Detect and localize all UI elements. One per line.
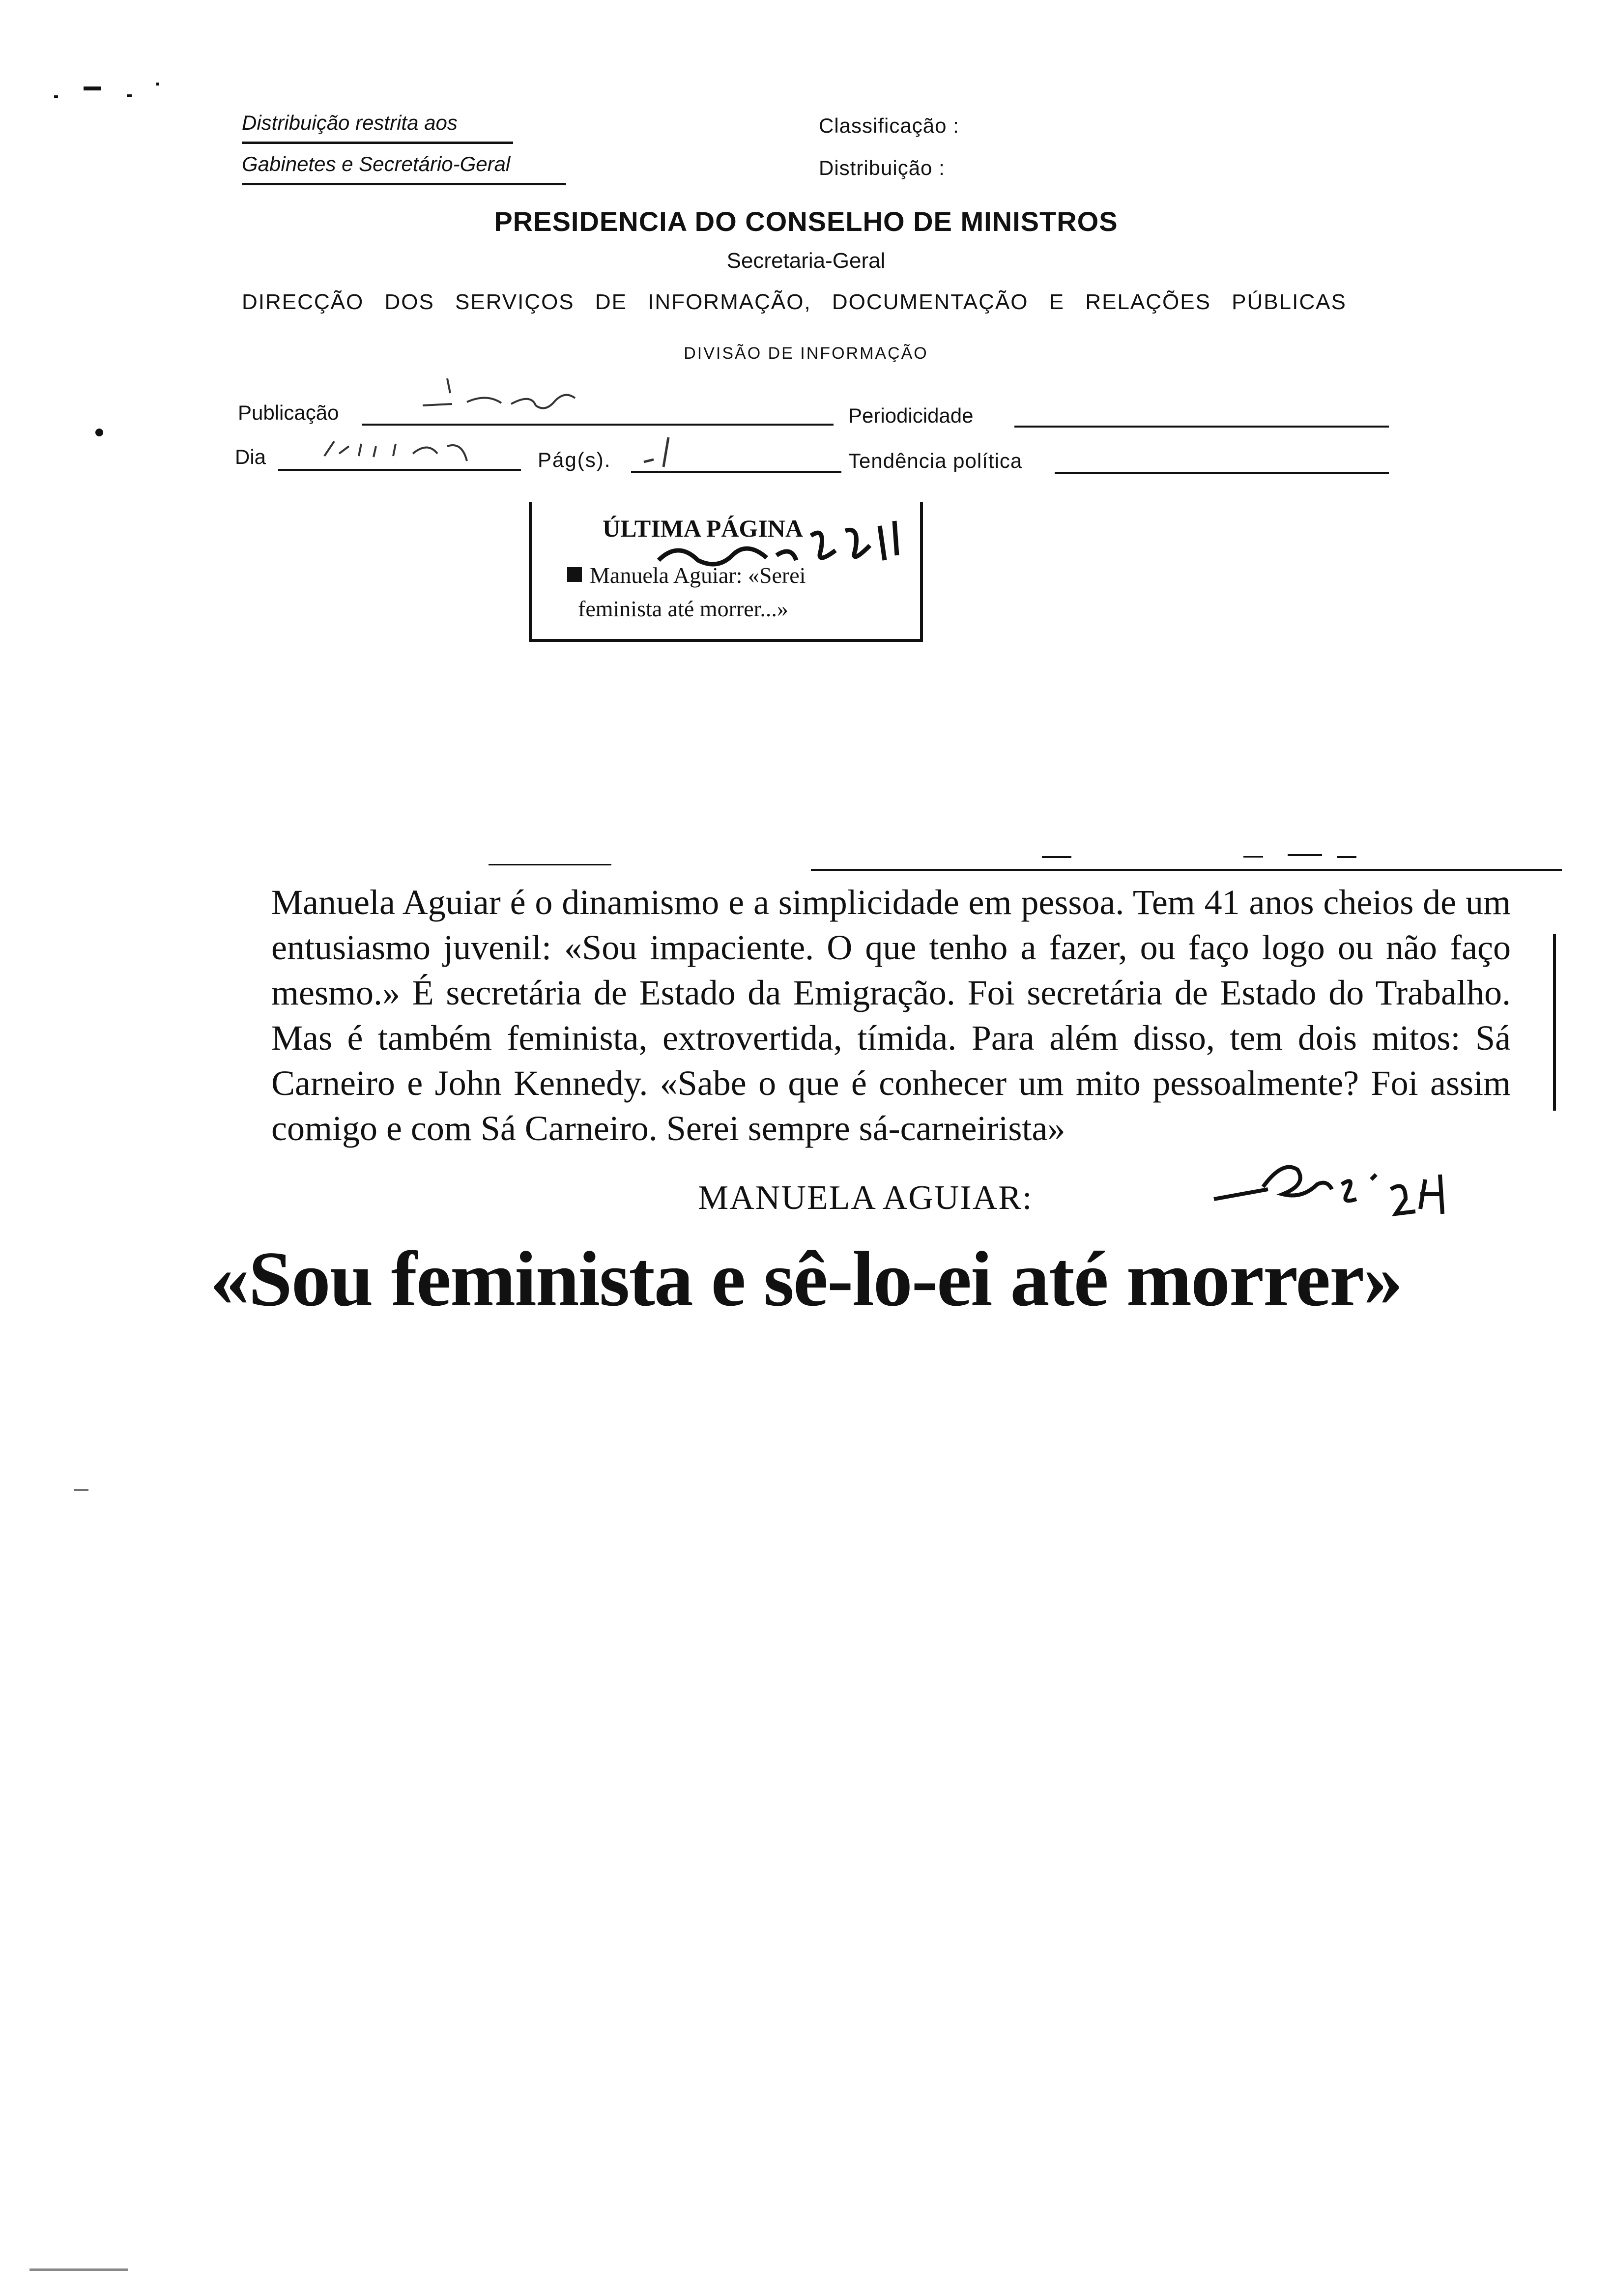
signature-annotation	[1209, 1140, 1484, 1238]
page-subtitle: Secretaria-Geral	[726, 249, 886, 273]
bullet-square-icon	[567, 567, 582, 582]
clipping-line1	[567, 562, 806, 588]
periodicity-field-line	[1014, 426, 1389, 428]
periodicity-label: Periodicidade	[848, 404, 974, 427]
day-label: Dia	[235, 445, 266, 468]
speck	[156, 83, 159, 86]
directorate-title: DIRECÇÃO DOS SERVIÇOS DE INFORMAÇÃO, DOCUMENTAÇÃO E RELAÇÕES PÚBLICAS	[242, 290, 1347, 314]
article-body	[271, 880, 1511, 1151]
speck	[54, 95, 58, 98]
distribution-restriction-line2: Gabinetes e Secretário-Geral	[242, 152, 511, 175]
speck	[127, 94, 132, 97]
clipping-heading: ÚLTIMA PÁGINA	[603, 515, 803, 542]
distribution-restriction-line1: Distribuição restrita aos	[242, 111, 458, 134]
speck	[95, 429, 103, 436]
division-title: DIVISÃO DE INFORMAÇÃO	[684, 344, 928, 363]
speck	[29, 2268, 128, 2271]
underline	[242, 183, 566, 185]
article-byline: MANUELA AGUIAR:	[698, 1179, 1033, 1217]
divider-rule	[1042, 856, 1071, 858]
divider-rule	[811, 869, 1562, 871]
divider-rule	[489, 864, 611, 865]
pages-label: Pág(s).	[538, 448, 611, 471]
divider-rule	[1288, 854, 1322, 856]
clipping-line1-text: Manuela Aguiar: «Serei	[590, 563, 806, 588]
divider-rule	[1243, 856, 1263, 858]
page-title: PRESIDENCIA DO CONSELHO DE MINISTROS	[494, 206, 1118, 237]
divider-rule	[1337, 856, 1356, 858]
day-handwriting	[315, 427, 491, 471]
clipping-line2: feminista até morrer...»	[578, 596, 788, 621]
publication-label: Publicação	[238, 401, 339, 424]
pages-handwriting	[634, 428, 693, 472]
publication-handwriting	[408, 364, 595, 428]
article-paragraph: Manuela Aguiar é o dinamismo e a simplicidade em pessoa. Tem 41 anos cheios de um entusiasmo juvenil: «Sou impaciente. O que tenho a fazer, ou faço logo ou não faço mesmo.» É secretária de Estado da Emigração. Foi secretária de Estado do Trabalho. Mas é também feminista, extrovertida, tímida. Para além disso, tem dois mitos: Sá Carneiro e John Kennedy. «Sabe o que é conhecer um mito pessoalmente? Foi assim comigo e com Sá Carneiro. Serei sempre sá-carneirista»	[271, 883, 1511, 1148]
political-tendency-field-line	[1055, 472, 1389, 474]
political-tendency-label: Tendência política	[848, 449, 1023, 472]
classification-label: Classificação :	[819, 114, 959, 137]
distribution-label: Distribuição :	[819, 156, 945, 179]
underline	[242, 142, 513, 144]
speck	[84, 86, 101, 90]
margin-bar	[1553, 934, 1556, 1111]
speck	[74, 1489, 88, 1491]
article-headline: «Sou feminista e sê-lo-ei até morrer»	[210, 1235, 1402, 1322]
